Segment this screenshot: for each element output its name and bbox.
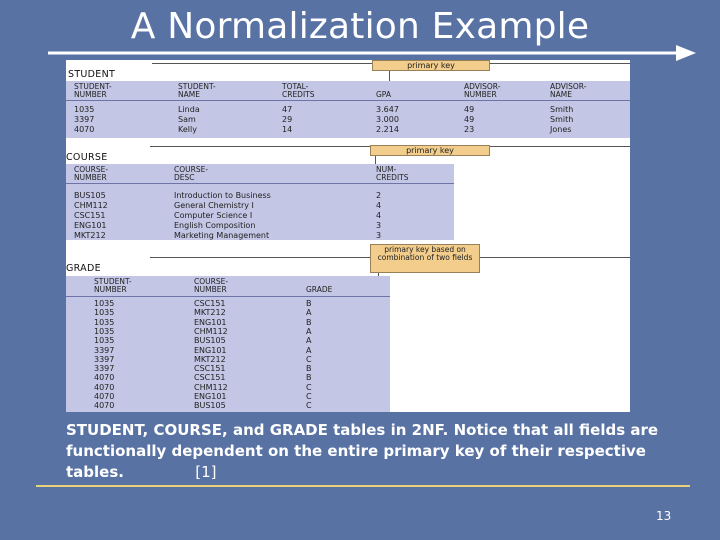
student-primary-key-label: primary key — [372, 60, 490, 71]
caption-text: STUDENT, COURSE, and GRADE tables in 2NF. Notice that all fields are functionally dependent on the entire primary key of their respective tables. — [66, 421, 659, 481]
grade-table-row — [66, 346, 390, 355]
grade-table — [66, 276, 390, 412]
slide-title: A Normalization Example — [130, 6, 590, 47]
student-cell: 49 — [464, 105, 475, 114]
grade-cell: C — [306, 392, 312, 401]
grade-cell: CHM112 — [194, 326, 228, 336]
course-cell: General Chemistry I — [174, 201, 254, 210]
grade-cell: 1035 — [94, 317, 115, 327]
grade-cell: CHM112 — [194, 382, 228, 392]
student-column-header: GPA — [376, 90, 391, 100]
course-cell: CSC151 — [74, 211, 106, 220]
course-cell: 3 — [376, 221, 382, 230]
grade-cell: 4070 — [94, 373, 115, 383]
grade-cell: A — [306, 326, 312, 336]
page-number: 13 — [656, 509, 672, 523]
grade-table-row — [66, 308, 390, 317]
student-column-header: TOTAL- CREDITS — [282, 82, 315, 100]
student-cell: Smith — [550, 105, 574, 114]
grade-table-row — [66, 355, 390, 364]
student-cell: 3.647 — [376, 105, 399, 114]
student-cell: Smith — [550, 115, 574, 124]
student-cell: 4070 — [74, 125, 95, 134]
student-column-header: STUDENT- NUMBER — [74, 82, 112, 100]
grade-table-row — [66, 318, 390, 327]
grade-cell: 3397 — [94, 354, 115, 364]
grade-column-header: STUDENT- NUMBER — [94, 277, 132, 295]
student-table-row — [66, 125, 630, 135]
grade-cell: 4070 — [94, 401, 115, 411]
course-cell: Marketing Management — [174, 231, 270, 240]
grade-cell: B — [306, 373, 312, 383]
grade-table-row — [66, 401, 390, 410]
grade-cell: BUS105 — [194, 401, 226, 411]
student-cell: Linda — [178, 105, 200, 114]
grade-cell: 1035 — [94, 326, 115, 336]
student-cell: 14 — [282, 125, 293, 134]
grade-cell: MKT212 — [194, 308, 226, 318]
grade-cell: BUS105 — [194, 336, 226, 346]
student-column-header: STUDENT- NAME — [178, 82, 216, 100]
course-cell: ENG101 — [74, 221, 107, 230]
student-key-stem — [389, 71, 390, 81]
citation: [1] — [195, 463, 217, 481]
student-table-name: STUDENT — [68, 69, 116, 80]
grade-cell: CSC151 — [194, 364, 226, 374]
grade-table-name: GRADE — [66, 263, 101, 274]
student-cell: 29 — [282, 115, 293, 124]
course-table-name: COURSE — [66, 152, 108, 163]
course-table-row — [66, 211, 454, 221]
grade-table-row — [66, 373, 390, 382]
course-table-row — [66, 221, 454, 231]
grade-cell: ENG101 — [194, 345, 227, 355]
grade-cell: A — [306, 336, 312, 346]
grade-table-row — [66, 364, 390, 373]
course-column-header: NUM- CREDITS — [376, 165, 409, 183]
footer-rule — [36, 485, 690, 487]
course-cell: BUS105 — [74, 191, 106, 200]
student-cell: 3397 — [74, 115, 95, 124]
normalization-figure — [66, 60, 630, 412]
grade-cell: A — [306, 345, 312, 355]
course-cell: MKT212 — [74, 231, 106, 240]
course-cell: CHM112 — [74, 201, 108, 210]
grade-cell: ENG101 — [194, 317, 227, 327]
course-cell: 4 — [376, 211, 382, 220]
course-column-header: COURSE- DESC — [174, 165, 209, 183]
grade-cell: B — [306, 317, 312, 327]
grade-cell: 3397 — [94, 364, 115, 374]
course-cell: 4 — [376, 201, 382, 210]
course-cell: Computer Science I — [174, 211, 253, 220]
grade-table-row — [66, 299, 390, 308]
grade-cell: C — [306, 401, 312, 411]
course-cell: English Composition — [174, 221, 256, 230]
grade-table-row — [66, 327, 390, 336]
course-table-row — [66, 201, 454, 211]
grade-cell: 1035 — [94, 336, 115, 346]
slide-caption — [66, 420, 686, 483]
student-cell: 2.214 — [376, 125, 399, 134]
course-table-row — [66, 231, 454, 241]
grade-cell: B — [306, 299, 312, 308]
course-key-stem — [375, 156, 376, 164]
course-cell: 3 — [376, 231, 382, 240]
course-cell: 2 — [376, 191, 382, 200]
student-table-row — [66, 105, 630, 115]
course-primary-key-label: primary key — [370, 145, 490, 156]
student-cell: 49 — [464, 115, 475, 124]
course-header-row — [66, 164, 454, 184]
course-table — [66, 164, 454, 240]
student-table — [66, 81, 630, 138]
grade-column-header: COURSE- NUMBER — [194, 277, 229, 295]
grade-column-header: GRADE — [306, 285, 333, 295]
student-cell: 1035 — [74, 105, 95, 114]
grade-cell: MKT212 — [194, 354, 226, 364]
student-cell: 47 — [282, 105, 293, 114]
grade-cell: B — [306, 364, 312, 374]
grade-table-row — [66, 392, 390, 401]
grade-table-row — [66, 336, 390, 345]
course-cell: Introduction to Business — [174, 191, 271, 200]
student-cell: 23 — [464, 125, 475, 134]
grade-primary-key-label: primary key based on combination of two fields — [370, 244, 480, 273]
grade-cell: C — [306, 354, 312, 364]
grade-cell: CSC151 — [194, 299, 226, 308]
student-column-header: ADVISOR- NAME — [550, 82, 587, 100]
grade-cell: 4070 — [94, 382, 115, 392]
student-header-row — [66, 81, 630, 101]
grade-header-row — [66, 276, 390, 297]
grade-cell: ENG101 — [194, 392, 227, 401]
grade-cell: 4070 — [94, 392, 115, 401]
course-table-row — [66, 191, 454, 201]
grade-table-row — [66, 383, 390, 392]
grade-cell: A — [306, 308, 312, 318]
grade-cell: 3397 — [94, 345, 115, 355]
grade-cell: C — [306, 382, 312, 392]
student-column-header: ADVISOR- NUMBER — [464, 82, 501, 100]
student-cell: 3.000 — [376, 115, 399, 124]
grade-cell: 1035 — [94, 299, 115, 308]
student-cell: Sam — [178, 115, 196, 124]
grade-cell: 1035 — [94, 308, 115, 318]
grade-cell: CSC151 — [194, 373, 226, 383]
student-cell: Jones — [550, 125, 572, 134]
student-cell: Kelly — [178, 125, 197, 134]
course-column-header: COURSE- NUMBER — [74, 165, 109, 183]
student-table-row — [66, 115, 630, 125]
